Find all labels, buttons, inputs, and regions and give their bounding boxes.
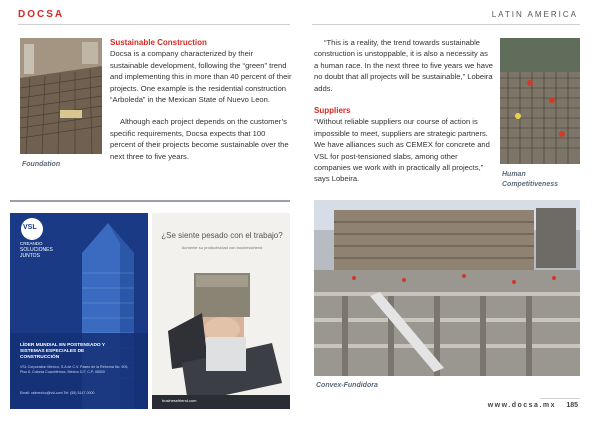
section-heading-suppliers: Suppliers — [314, 106, 351, 116]
brand-name: DOCSA — [18, 9, 65, 20]
human-competitiveness-photo — [500, 38, 580, 164]
bf-subhead: Aumente su productividad con businessfriend — [181, 245, 263, 250]
header-rule-right — [312, 24, 580, 25]
header-rule-left — [18, 24, 290, 25]
paragraph-sustainable-1: Docsa is a company characterized by their sustainable development, following the “green” trend and implementing this in more than 40 percent of their projects. One example is the residential construction “Arboleda” in the Mexican State of Nuevo Leon. — [110, 49, 292, 105]
vsl-logo: VSL — [23, 224, 37, 231]
right-article-column — [314, 37, 494, 196]
ads-top-rule — [10, 200, 290, 202]
vsl-headline: LÍDER MUNDIAL EN POSTENSADO Y SISTEMAS ESPECIALES DE CONSTRUCCIÓN — [20, 343, 106, 360]
bf-headline: ¿Se siente pesado con el trabajo? — [161, 231, 283, 240]
vsl-tagline-2: SOLUCIONES — [20, 247, 53, 253]
bf-logo: businessfriend.com — [162, 398, 197, 403]
foundation-photo — [20, 38, 102, 154]
caption-human-competitiveness: Human Competitiveness — [502, 171, 559, 188]
footer-rule — [540, 398, 580, 399]
paragraph-quote-sustainable: “This is a reality, the trend towards sustainable construction is unstoppable, it is also a necessity as a human race. In the next three to five years we have no doubt that all projects will be sustainable,” Lobeira adds. — [314, 38, 493, 93]
caption-convex-fundidora: Convex-Fundidora — [316, 382, 378, 389]
section-heading-sustainable: Sustainable Construction — [110, 38, 207, 47]
convex-fundidora-photo — [314, 200, 580, 376]
paragraph-suppliers: “Without reliable suppliers our course of action is impossible to meet, suppliers are strategic partners. We have alliances such as CEMEX for concrete and VSL for post-tensioned slabs, among other companies we work with in practically all projects,” says Lobeira. — [314, 117, 490, 184]
left-article-column — [110, 37, 292, 173]
vsl-contact: Email: vslmexico@vsl.com Tel: (55) 5147 0000 — [20, 391, 95, 395]
vsl-tagline-1: CREANDO — [20, 241, 43, 246]
businessfriend-advertisement[interactable] — [152, 213, 290, 409]
page-number: 185 — [566, 402, 578, 409]
vsl-address: VSL Corporation México, S.A de C.V. Paseo de la Reforma No. 505, Piso 8, Colonia Cuauhtémoc, México D.F. C.P. 06500 — [20, 365, 129, 374]
paragraph-sustainable-2: Although each project depends on the customer’s specific requirements, Docsa expects that 100 percent of their projects become sustainable over the next three to five years. — [110, 117, 289, 161]
vsl-advertisement[interactable] — [10, 213, 148, 409]
region-label: LATIN AMERICA — [491, 10, 578, 19]
footer-url[interactable]: www.docsa.mx — [487, 402, 556, 409]
caption-foundation: Foundation — [22, 161, 61, 168]
vsl-tagline-3: JUNTOS — [20, 253, 40, 259]
